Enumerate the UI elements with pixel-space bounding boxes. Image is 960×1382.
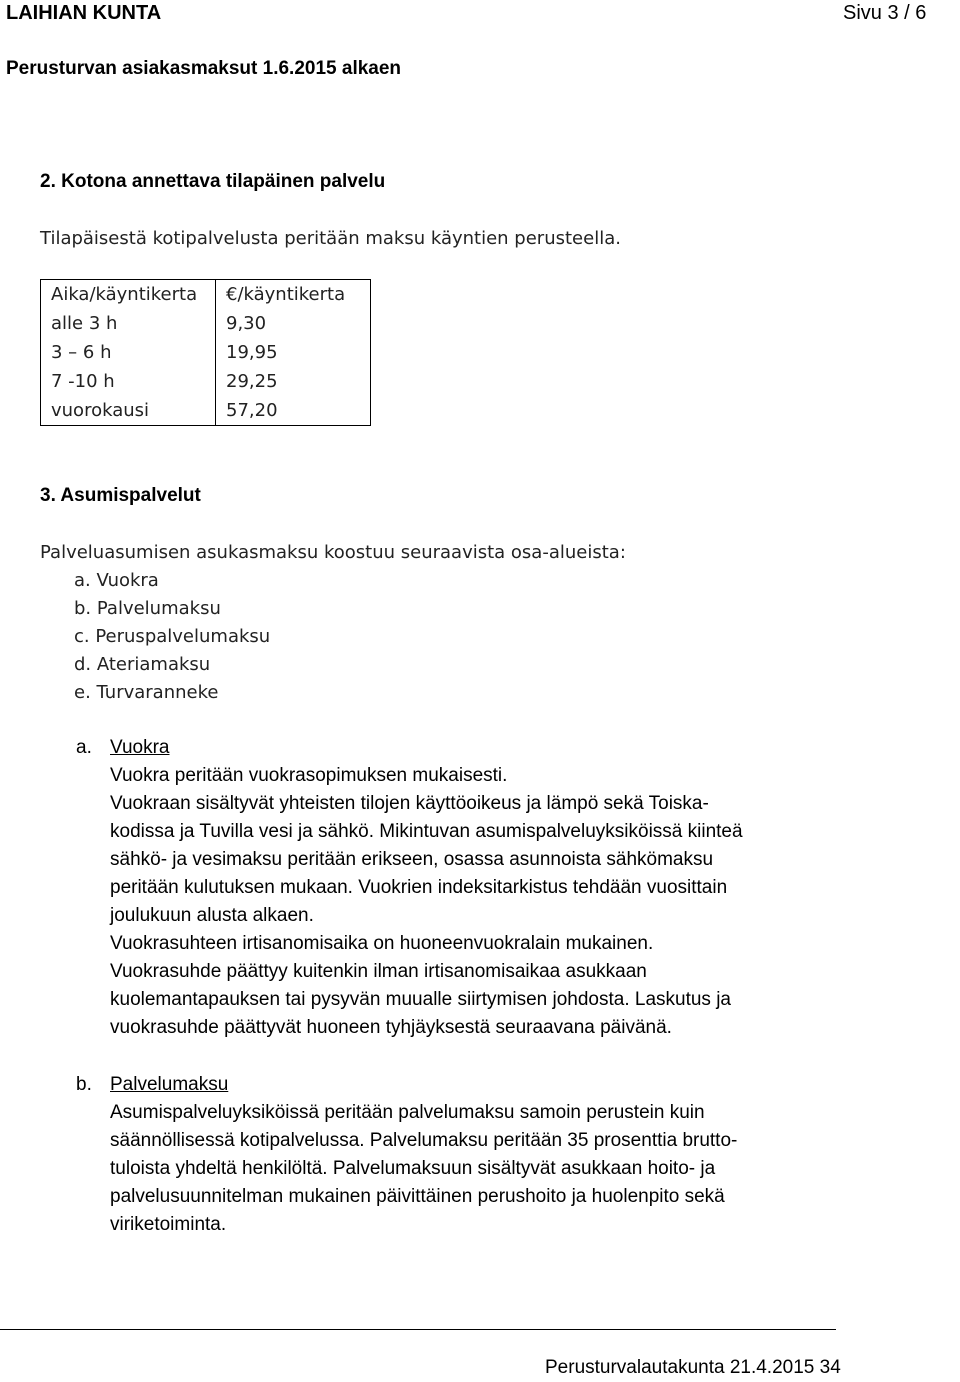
subsection-a-title: Vuokra [110, 737, 170, 758]
list-item: e. Turvaranneke [74, 682, 219, 703]
table-cell: 19,95 [216, 338, 371, 367]
text-line: joulukuun alusta alkaen. [110, 905, 314, 926]
text-line: säännöllisessä kotipalvelussa. Palvelumaksu peritään 35 prosenttia brutto- [110, 1130, 738, 1151]
table-cell: 29,25 [216, 367, 371, 396]
text-line: palvelusuunnitelman mukainen päivittäinen perushoito ja huolenpito sekä [110, 1186, 725, 1207]
text-line: Asumispalveluyksiköissä peritään palvelumaksu samoin perustein kuin [110, 1102, 705, 1123]
subsection-b-title: Palvelumaksu [110, 1074, 229, 1095]
page-number: Sivu 3 / 6 [843, 2, 927, 24]
table-cell: vuorokausi [41, 396, 216, 426]
list-item: c. Peruspalvelumaksu [74, 626, 271, 647]
table-row [41, 396, 371, 426]
text-line: Vuokraan sisältyvät yhteisten tilojen käyttöoikeus ja lämpö sekä Toiska- [110, 793, 709, 814]
table-cell: 7 -10 h [41, 367, 216, 396]
table-header-cell: Aika/käyntikerta [41, 280, 216, 310]
table-row [41, 280, 371, 310]
table-cell: 57,20 [216, 396, 371, 426]
footer-text: Perusturvalautakunta 21.4.2015 34 [545, 1357, 841, 1378]
text-line: kodissa ja Tuvilla vesi ja sähkö. Mikintuvan asumispalveluyksiköissä kiinteä [110, 821, 743, 842]
org-name: LAIHIAN KUNTA [6, 2, 162, 24]
text-line: vuokrasuhde päättyvät huoneen tyhjäyksestä seuraavana päivänä. [110, 1017, 672, 1038]
table-cell: 9,30 [216, 309, 371, 338]
section-2-intro: Tilapäisestä kotipalvelusta peritään maksu käyntien perusteella. [40, 228, 621, 249]
text-line: sähkö- ja vesimaksu peritään erikseen, osassa asunnoista sähkömaksu [110, 849, 714, 870]
list-item: a. Vuokra [74, 570, 159, 591]
document-subtitle: Perusturvan asiakasmaksut 1.6.2015 alkaen [6, 58, 402, 79]
section-3-intro: Palveluasumisen asukasmaksu koostuu seuraavista osa-alueista: [40, 542, 626, 563]
text-line: viriketoiminta. [110, 1214, 227, 1235]
section-3-heading: 3. Asumispalvelut [40, 485, 201, 506]
text-line: Vuokrasuhde päättyy kuitenkin ilman irtisanomisaikaa asukkaan [110, 961, 647, 982]
subsection-b-marker: b. [76, 1074, 92, 1095]
text-line: Vuokra peritään vuokrasopimuksen mukaisesti. [110, 765, 508, 786]
table-row [41, 309, 371, 338]
text-line: Vuokrasuhteen irtisanomisaika on huoneenvuokralain mukainen. [110, 933, 654, 954]
list-item: d. Ateriamaksu [74, 654, 211, 675]
text-line: kuolemantapauksen tai pysyvän muualle siirtymisen johdosta. Laskutus ja [110, 989, 731, 1010]
text-line: peritään kulutuksen mukaan. Vuokrien indeksitarkistus tehdään vuosittain [110, 877, 728, 898]
section-2-heading: 2. Kotona annettava tilapäinen palvelu [40, 171, 386, 192]
table-cell: alle 3 h [41, 309, 216, 338]
table-header-cell: €/käyntikerta [216, 280, 371, 310]
table-row [41, 367, 371, 396]
list-item: b. Palvelumaksu [74, 598, 221, 619]
table-cell: 3 – 6 h [41, 338, 216, 367]
subsection-a-marker: a. [76, 737, 92, 758]
table-row [41, 338, 371, 367]
footer-divider [0, 1329, 836, 1330]
rates-table [40, 279, 371, 426]
text-line: tuloista yhdeltä henkilöltä. Palvelumaksuun sisältyvät asukkaan hoito- ja [110, 1158, 716, 1179]
